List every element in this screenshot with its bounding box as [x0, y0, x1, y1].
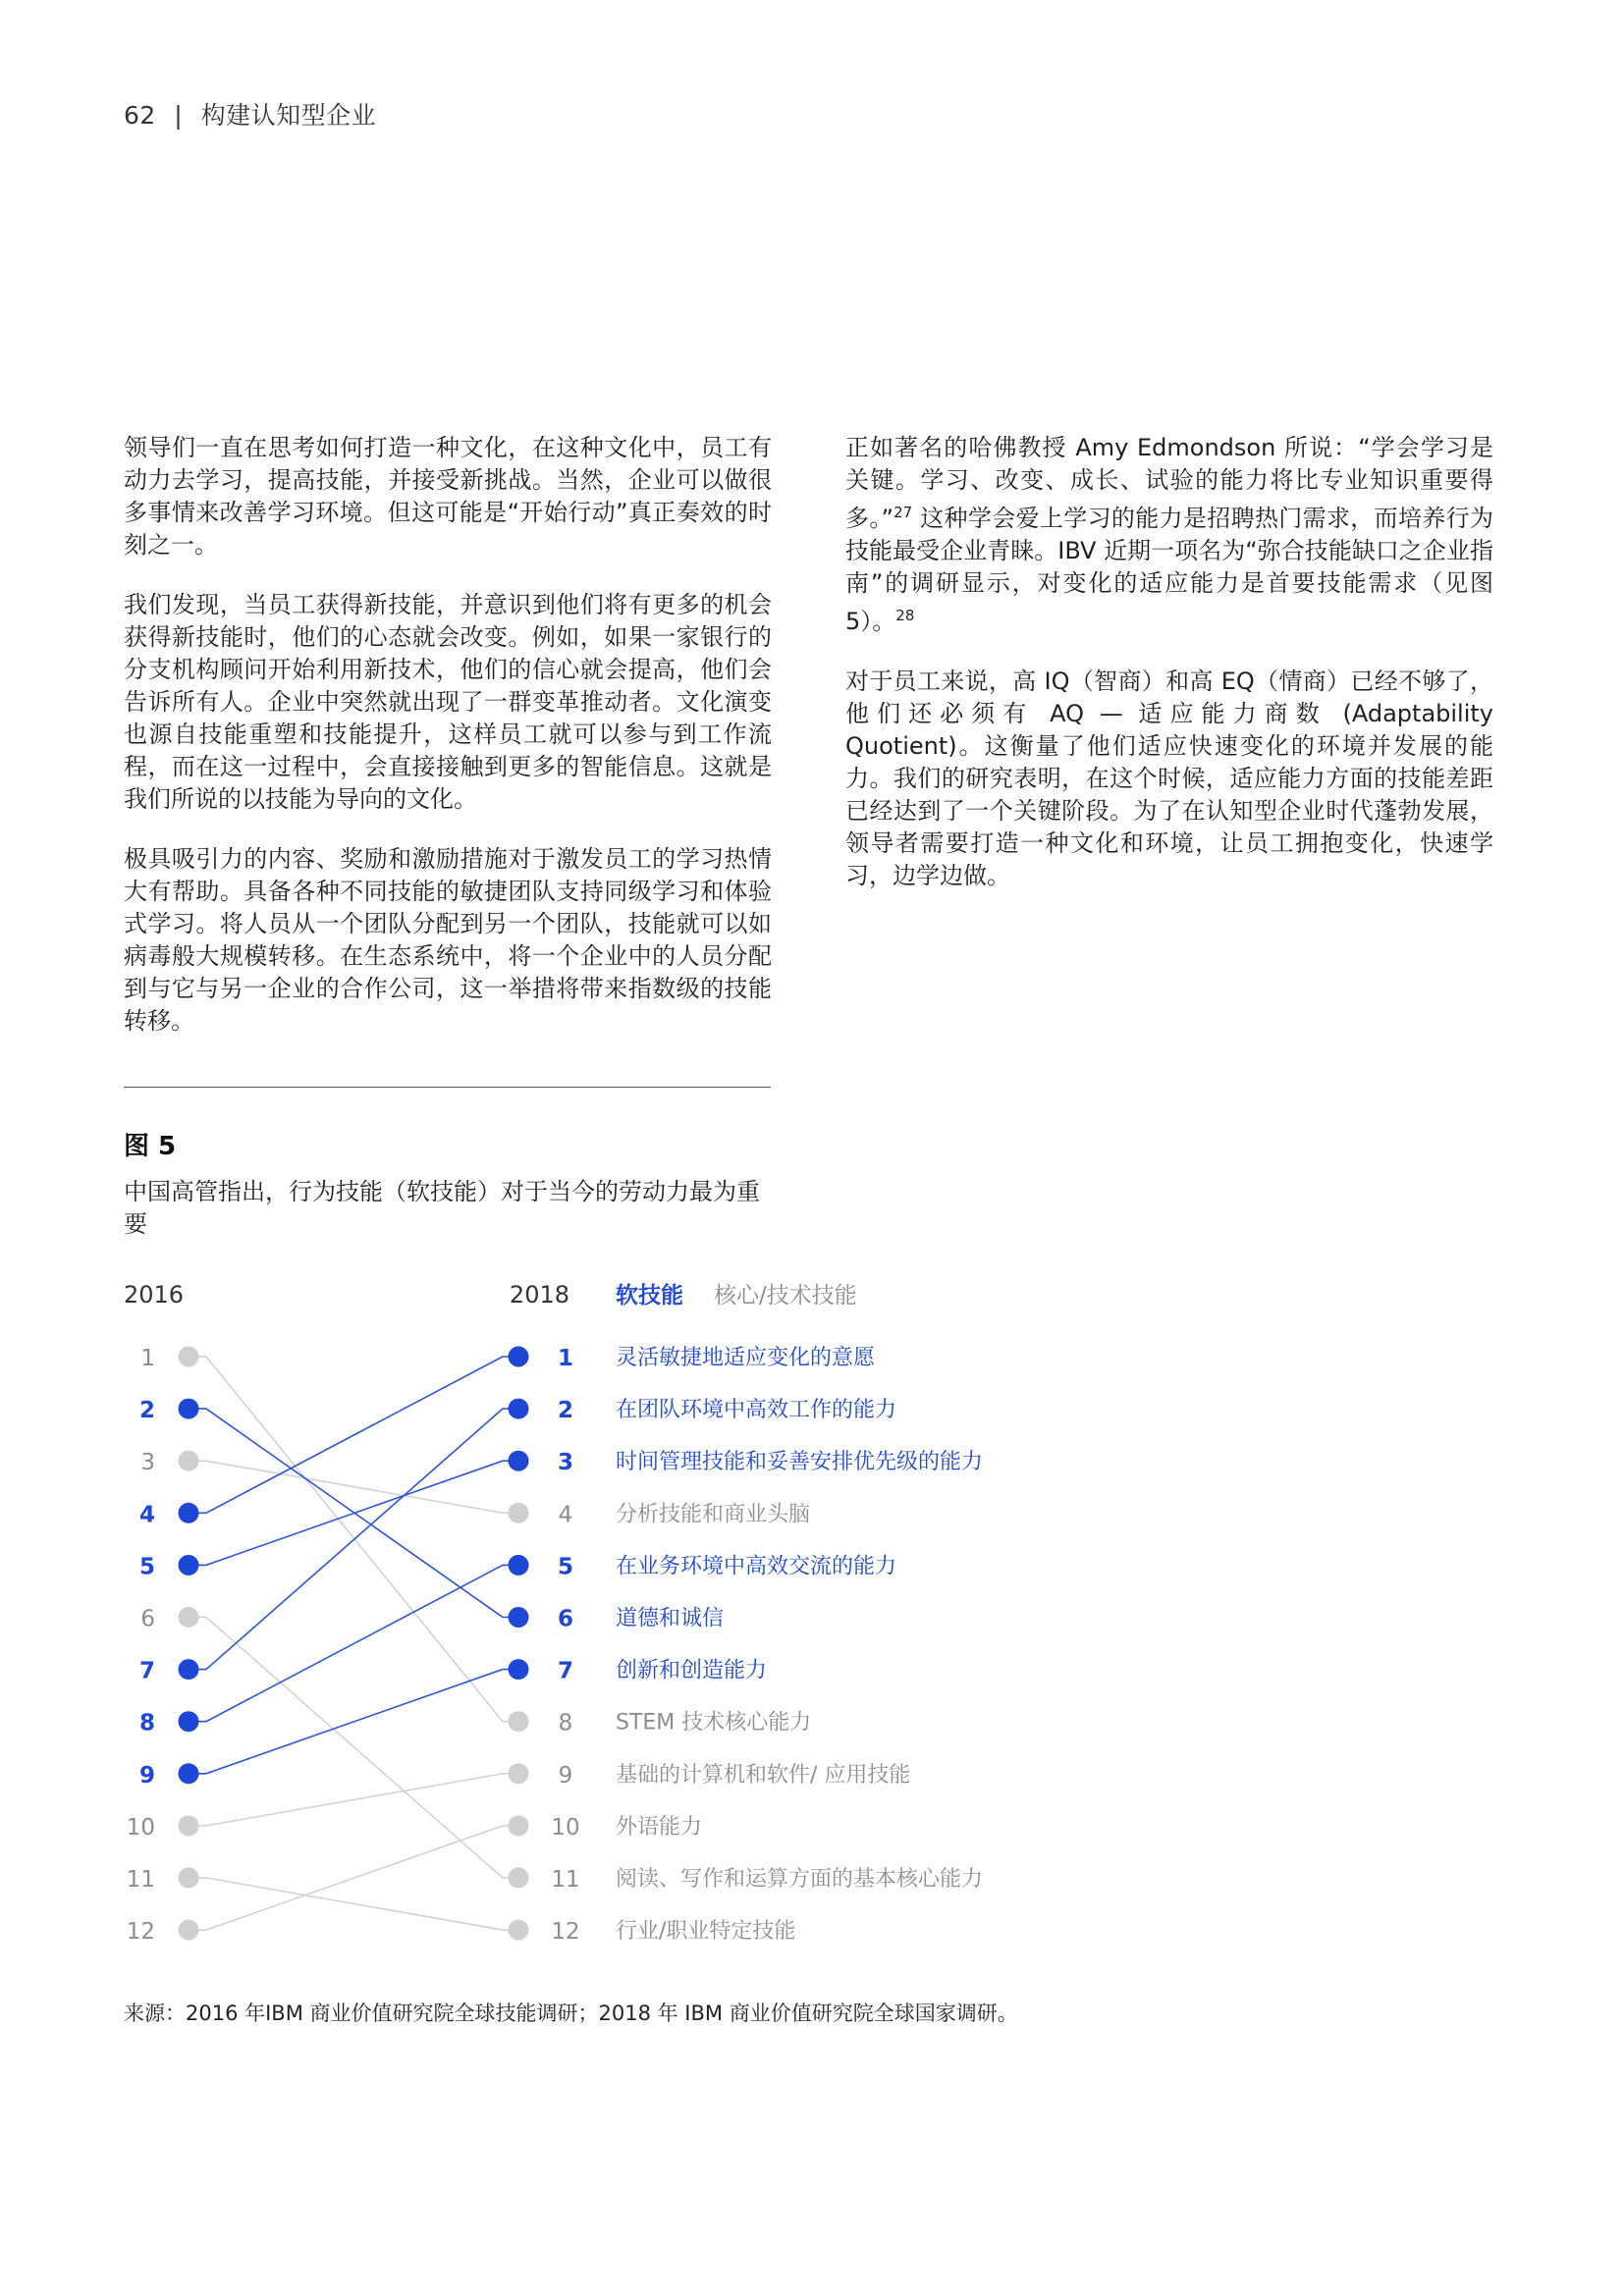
rank-2016-dot: [179, 1347, 199, 1367]
rank-2016-dot: [179, 1815, 199, 1836]
rank-2018-label: 11: [551, 1867, 580, 1893]
paragraph: 对于员工来说，高 IQ（智商）和高 EQ（情商）已经不够了，他们还必须有 AQ — 适应能力商数 (Adaptability Quotient)。这衡量了他们适应快速变化的环境并发展的能力。我们的研究表明，在这个时候，适应能力方面的技能差距已经达到了一个关键阶段。为了在认知型企业时代蓬勃发展，领导者需要打造一种文化和环境，让员工拥抱变化，快速学习，边学边做。: [845, 667, 1493, 889]
rank-2018-dot: [509, 1399, 529, 1419]
skill-label: 时间管理技能和妥善安排优先级的能力: [616, 1450, 984, 1475]
rank-2018-label: 7: [557, 1658, 574, 1684]
rank-2018-label: 8: [558, 1710, 573, 1736]
skill-label: 道德和诚信: [616, 1606, 725, 1631]
skill-label: 在业务环境中高效交流的能力: [616, 1554, 897, 1579]
header-separator: |: [174, 101, 184, 130]
slope-line: [189, 1461, 518, 1513]
rank-2016-label: 11: [126, 1867, 155, 1893]
skill-label: 基础的计算机和软件/ 应用技能: [616, 1762, 911, 1788]
rank-2016-dot: [179, 1555, 199, 1575]
skill-label: 分析技能和商业头脑: [616, 1502, 811, 1527]
legend-soft-skills: 软技能: [616, 1283, 683, 1308]
rank-2018-label: 1: [557, 1346, 574, 1371]
legend-core-skills: 核心/技术技能: [714, 1283, 857, 1308]
rank-2018-label: 10: [551, 1814, 580, 1841]
rank-2016-dot: [179, 1868, 199, 1889]
skill-label: 灵活敏捷地适应变化的意愿: [616, 1346, 876, 1370]
slope-line: [189, 1618, 518, 1879]
rank-2016-label: 10: [126, 1814, 155, 1841]
column-header-2018: 2018: [509, 1281, 569, 1308]
skill-label: 外语能力: [616, 1814, 703, 1840]
rank-2018-label: 12: [551, 1919, 580, 1946]
rank-2016-dot: [179, 1763, 199, 1784]
slope-line: [189, 1409, 518, 1617]
rank-2016-dot: [179, 1920, 199, 1941]
paragraph: 我们发现，当员工获得新技能，并意识到他们将有更多的机会获得新技能时，他们的心态就会改变。例如，如果一家银行的分支机构顾问开始利用新技术，他们的信心就会提高，他们会告诉所有人。企业中突然就出现了一群变革推动者。文化演变也源自技能重塑和技能提升，这样员工就可以参与到工作流程，而在这一过程中，会直接接触到更多的智能信息。这就是我们所说的以技能为导向的文化。: [124, 591, 772, 813]
rank-2018-dot: [509, 1503, 529, 1523]
rank-2018-label: 9: [558, 1762, 573, 1789]
footnote-ref[interactable]: 28: [895, 607, 915, 624]
rank-2018-dot: [509, 1815, 529, 1836]
paragraph: 极具吸引力的内容、奖励和激励措施对于激发员工的学习热情大有帮助。具备各种不同技能的敏捷团队支持同级学习和体验式学习。将人员从一个团队分配到另一个团队，技能就可以如病毒般大规模转移。在生态系统中，将一个企业中的人员分配到与它与另一企业的合作公司，这一举措将带来指数级的技能转移。: [124, 845, 772, 1035]
slope-line: [189, 1774, 518, 1826]
skill-label: 在团队环境中高效工作的能力: [616, 1398, 897, 1423]
rank-2016-label: 5: [138, 1554, 155, 1580]
rank-2016-label: 7: [138, 1658, 155, 1684]
rank-2018-dot: [509, 1607, 529, 1628]
rank-2018-label: 5: [557, 1554, 574, 1580]
rank-2016-label: 3: [140, 1450, 155, 1476]
paragraph-text: 正如著名的哈佛教授 Amy Edmondson 所说：“学会学习是关键。学习、改变、成长、试验的能力将比专业知识重要得多。”: [845, 434, 1493, 532]
rank-2016-label: 6: [140, 1606, 155, 1632]
slope-line: [189, 1409, 518, 1670]
rank-2018-label: 4: [558, 1502, 573, 1528]
skill-label: STEM 技术核心能力: [616, 1710, 812, 1735]
rank-2018-label: 2: [557, 1398, 574, 1424]
rank-2016-dot: [179, 1451, 199, 1471]
rank-2018-label: 3: [557, 1450, 574, 1476]
slope-line: [189, 1670, 518, 1774]
paragraph: 领导们一直在思考如何打造一种文化，在这种文化中，员工有动力去学习，提高技能，并接受新挑战。当然，企业可以做很多事情来改善学习环境。但这可能是“开始行动”真正奏效的时刻之一。: [124, 434, 772, 559]
skill-label: 创新和创造能力: [616, 1658, 768, 1683]
slope-line: [189, 1357, 518, 1513]
rank-2016-dot: [179, 1399, 199, 1419]
rank-2018-dot: [509, 1920, 529, 1941]
paragraph-text: 这种学会爱上学习的能力是招聘热门需求，而培养行为技能最受企业青睐。IBV 近期一项名为“弥合技能缺口之企业指南”的调研显示，对变化的适应能力是首要技能需求（见图 5）。: [845, 505, 1493, 635]
source-note: 来源：2016 年IBM 商业价值研究院全球技能调研；2018 年 IBM 商业价值研究院全球国家调研。: [124, 2002, 1018, 2025]
rank-2016-dot: [179, 1711, 199, 1732]
skill-label: 阅读、写作和运算方面的基本核心能力: [616, 1867, 984, 1892]
slope-line: [189, 1565, 518, 1721]
footnote-ref[interactable]: 27: [893, 504, 913, 521]
rank-2016-label: 12: [126, 1919, 155, 1946]
figure-title: 中国高管指出，行为技能（软技能）对于当今的劳动力最为重要: [124, 1178, 760, 1238]
rank-2016-label: 8: [138, 1710, 155, 1736]
rank-2016-label: 1: [140, 1346, 155, 1371]
slope-line: [189, 1826, 518, 1930]
rank-2018-dot: [509, 1451, 529, 1471]
rank-2016-label: 9: [138, 1762, 155, 1789]
rank-2016-dot: [179, 1607, 199, 1628]
figure-label: 图 5: [124, 1132, 177, 1161]
skill-label: 行业/职业特定技能: [616, 1919, 796, 1945]
rank-2018-label: 6: [557, 1606, 574, 1632]
rank-2018-dot: [509, 1711, 529, 1732]
page-number: 62: [124, 101, 156, 130]
rank-2016-dot: [179, 1503, 199, 1523]
rank-2018-dot: [509, 1868, 529, 1889]
rank-2018-dot: [509, 1659, 529, 1680]
rank-2016-label: 2: [138, 1398, 155, 1424]
rank-2018-dot: [509, 1763, 529, 1784]
rank-2016-dot: [179, 1659, 199, 1680]
rank-2018-dot: [509, 1347, 529, 1367]
rank-2018-dot: [509, 1555, 529, 1575]
rank-2016-label: 4: [138, 1502, 155, 1528]
column-header-2016: 2016: [124, 1281, 185, 1308]
running-title: 构建认知型企业: [200, 101, 377, 130]
slope-line: [189, 1878, 518, 1930]
